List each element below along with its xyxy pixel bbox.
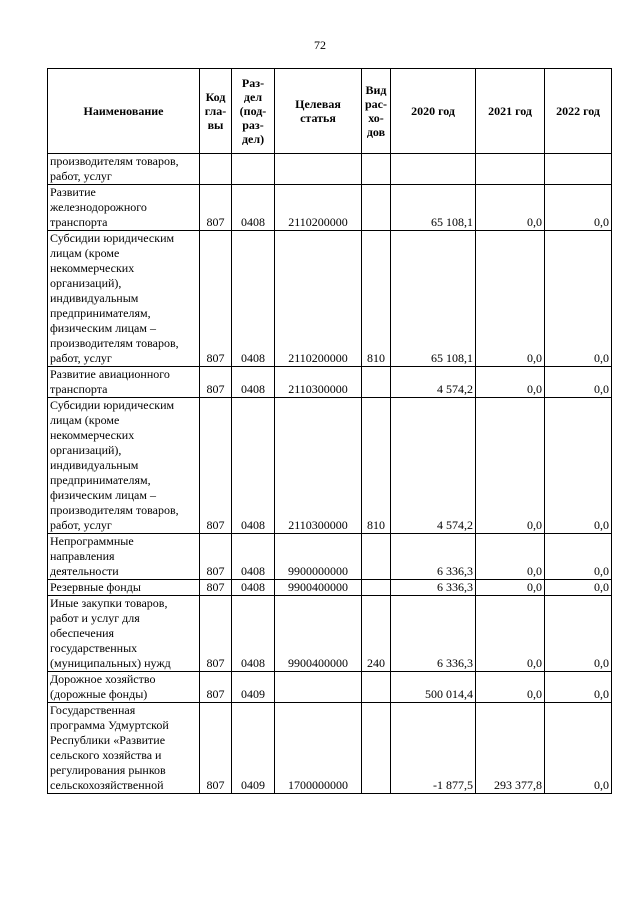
cell-vid: 810 (362, 231, 391, 367)
cell-glava: 807 (200, 703, 232, 794)
cell-glava: 807 (200, 398, 232, 534)
cell-razdel: 0408 (232, 398, 275, 534)
cell-name: Резервные фонды (48, 580, 200, 596)
cell-2022: 0,0 (545, 703, 612, 794)
cell-vid (362, 672, 391, 703)
cell-2022: 0,0 (545, 596, 612, 672)
cell-name: Иные закупки товаров, работ и услуг для обеспечения государственных (муниципальных) нужд (48, 596, 200, 672)
cell-name: Развитие железнодорожного транспорта (48, 185, 200, 231)
cell-2022: 0,0 (545, 398, 612, 534)
cell-statya: 9900000000 (275, 534, 362, 580)
cell-2022: 0,0 (545, 367, 612, 398)
cell-statya: 2110200000 (275, 231, 362, 367)
cell-statya: 2110200000 (275, 185, 362, 231)
cell-2020: 65 108,1 (391, 231, 476, 367)
table-row (48, 703, 612, 794)
cell-2022: 0,0 (545, 580, 612, 596)
cell-name: Государственная программа Удмуртской Республики «Развитие сельского хозяйства и регулирования рынков сельскохозяйственной (48, 703, 200, 794)
cell-2020 (391, 154, 476, 185)
cell-2020: 65 108,1 (391, 185, 476, 231)
cell-vid (362, 580, 391, 596)
cell-2021: 293 377,8 (476, 703, 545, 794)
cell-2022 (545, 154, 612, 185)
cell-glava: 807 (200, 596, 232, 672)
cell-name: Дорожное хозяйство (дорожные фонды) (48, 672, 200, 703)
cell-name: производителям товаров, работ, услуг (48, 154, 200, 185)
header-2022: 2022 год (545, 69, 612, 154)
cell-statya: 1700000000 (275, 703, 362, 794)
header-statya: Целевая статья (275, 69, 362, 154)
cell-glava: 807 (200, 231, 232, 367)
cell-name: Субсидии юридическим лицам (кроме некоммерческих организаций), индивидуальным предпринимателям, физическим лицам – производителям товаров, работ, услуг (48, 231, 200, 367)
cell-2020: 4 574,2 (391, 398, 476, 534)
cell-statya: 9900400000 (275, 580, 362, 596)
cell-name: Субсидии юридическим лицам (кроме некоммерческих организаций), индивидуальным предпринимателям, физическим лицам – производителям товаров, работ, услуг (48, 398, 200, 534)
cell-razdel: 0408 (232, 596, 275, 672)
cell-razdel: 0408 (232, 231, 275, 367)
header-2021: 2021 год (476, 69, 545, 154)
cell-razdel: 0409 (232, 672, 275, 703)
cell-glava: 807 (200, 367, 232, 398)
cell-vid (362, 367, 391, 398)
cell-2021: 0,0 (476, 398, 545, 534)
cell-vid: 810 (362, 398, 391, 534)
cell-2021: 0,0 (476, 534, 545, 580)
table-row (48, 154, 612, 185)
cell-glava (200, 154, 232, 185)
cell-2020: -1 877,5 (391, 703, 476, 794)
cell-2022: 0,0 (545, 672, 612, 703)
table-row (48, 672, 612, 703)
header-name: Наименование (48, 69, 200, 154)
cell-razdel (232, 154, 275, 185)
cell-vid (362, 185, 391, 231)
cell-glava: 807 (200, 672, 232, 703)
page-number: 72 (314, 38, 326, 52)
table-row (48, 367, 612, 398)
cell-2020: 4 574,2 (391, 367, 476, 398)
cell-2020: 6 336,3 (391, 596, 476, 672)
cell-statya: 9900400000 (275, 596, 362, 672)
cell-statya: 2110300000 (275, 398, 362, 534)
cell-2020: 500 014,4 (391, 672, 476, 703)
table-row (48, 534, 612, 580)
cell-2021: 0,0 (476, 231, 545, 367)
cell-name: Непрограммные направления деятельности (48, 534, 200, 580)
cell-vid: 240 (362, 596, 391, 672)
cell-razdel: 0408 (232, 185, 275, 231)
cell-statya (275, 154, 362, 185)
cell-vid (362, 154, 391, 185)
cell-2022: 0,0 (545, 231, 612, 367)
table-row (48, 596, 612, 672)
cell-statya: 2110300000 (275, 367, 362, 398)
table-row (48, 580, 612, 596)
budget-table (47, 68, 612, 794)
cell-glava: 807 (200, 580, 232, 596)
cell-2021: 0,0 (476, 367, 545, 398)
cell-2021: 0,0 (476, 672, 545, 703)
cell-2020: 6 336,3 (391, 580, 476, 596)
header-vid: Вид рас- хо- дов (362, 69, 391, 154)
cell-2022: 0,0 (545, 185, 612, 231)
cell-2022: 0,0 (545, 534, 612, 580)
cell-razdel: 0408 (232, 580, 275, 596)
cell-glava: 807 (200, 534, 232, 580)
header-2020: 2020 год (391, 69, 476, 154)
cell-name: Развитие авиационного транспорта (48, 367, 200, 398)
cell-2021: 0,0 (476, 185, 545, 231)
cell-2021: 0,0 (476, 580, 545, 596)
cell-2021 (476, 154, 545, 185)
table-row (48, 185, 612, 231)
cell-razdel: 0409 (232, 703, 275, 794)
cell-razdel: 0408 (232, 534, 275, 580)
cell-2021: 0,0 (476, 596, 545, 672)
cell-2020: 6 336,3 (391, 534, 476, 580)
cell-vid (362, 534, 391, 580)
header-row (48, 69, 612, 154)
cell-vid (362, 703, 391, 794)
cell-glava: 807 (200, 185, 232, 231)
cell-statya (275, 672, 362, 703)
table-row (48, 231, 612, 367)
table-row (48, 398, 612, 534)
header-glava: Код гла- вы (200, 69, 232, 154)
header-razdel: Раз- дел (под- раз- дел) (232, 69, 275, 154)
cell-razdel: 0408 (232, 367, 275, 398)
